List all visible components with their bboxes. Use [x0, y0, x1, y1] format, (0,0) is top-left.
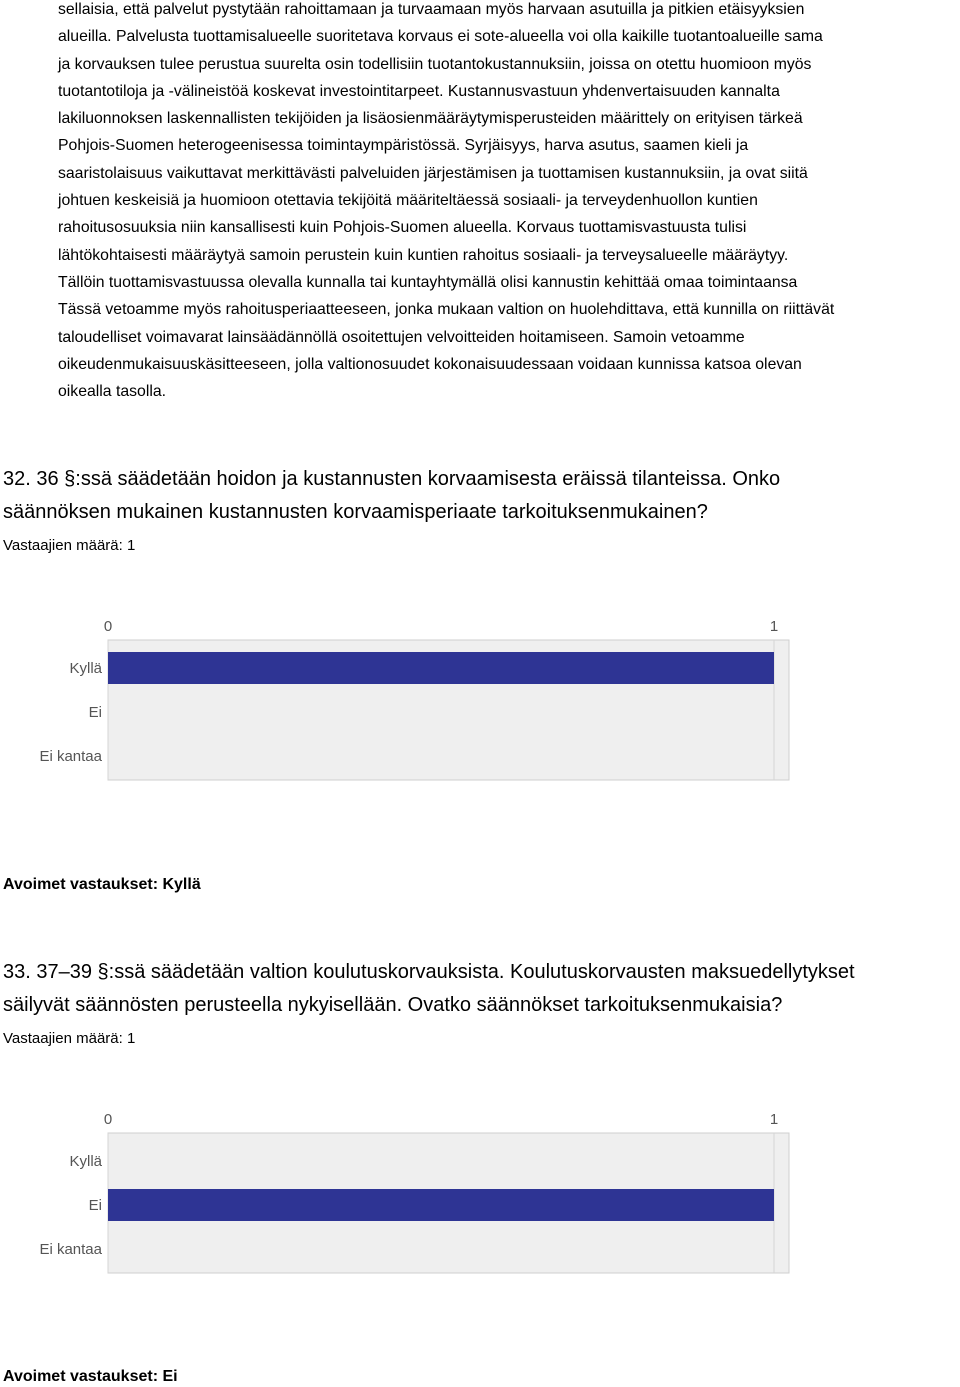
- open-answers-label: Avoimet vastaukset: Kyllä: [3, 876, 201, 893]
- paragraph-line: oikealla tasolla.: [58, 383, 167, 401]
- x-tick-label: 1: [769, 1111, 779, 1128]
- question-line: 32. 36 §:ssä säädetään hoidon ja kustannusten korvaamisesta eräissä tilanteissa. Onko: [3, 468, 781, 490]
- paragraph-line: sellaisia, että palvelut pystytään rahoittamaan ja turvaamaan myös harvaan asutuilla ja pitkien etäisyyksien: [58, 1, 805, 18]
- category-label: Kyllä: [69, 660, 102, 677]
- response-bar-chart: [0, 600, 960, 800]
- respondent-count: Vastaajien määrä: 1: [3, 1030, 136, 1047]
- question-32-heading: [3, 463, 953, 529]
- category-label: Ei: [88, 704, 102, 721]
- question-line: 33. 37–39 §:ssä säädetään valtion koulutuskorvauksista. Koulutuskorvausten maksuedellytykset: [3, 961, 855, 983]
- paragraph-line: lakiluonnoksen laskennallisten tekijöiden ja lisäosienmääräytymisperusteiden määrittely on erityisen tärkeä: [58, 110, 803, 128]
- paragraph-line: taloudelliset voimavarat lainsäädännöllä osoitettujen velvoitteiden hoitamiseen. Samoin vetoamme: [58, 328, 745, 346]
- paragraph-line: Tässä vetoamme myös rahoitusperiaatteeseen, jonka mukaan valtion on huolehdittava, että kunnilla on riittävät: [58, 301, 835, 319]
- x-tick-label: 0: [103, 618, 113, 635]
- paragraph-line: johtuen keskeisiä ja huomioon otettavia tekijöitä määriteltäessä sosiaali- ja terveydenhuollon kuntien: [58, 192, 758, 210]
- intro-paragraph: [58, 0, 958, 405]
- category-label: Ei kantaa: [39, 1241, 102, 1258]
- chart-svg: [0, 600, 960, 800]
- paragraph-line: tuotantotiloja ja -välineistöä koskevat investointitarpeet. Kustannusvastuun yhdenvertaisuuden kannalta: [58, 82, 780, 100]
- category-label: Kyllä: [69, 1153, 102, 1170]
- paragraph-line: Tällöin tuottamisvastuussa olevalla kunnalla tai kuntayhtymällä olisi kannustin kehittää omaa toimintaansa: [58, 273, 798, 291]
- open-answers-label: Avoimet vastaukset: Ei: [3, 1368, 178, 1385]
- category-label: Ei: [88, 1197, 102, 1214]
- category-label: Ei kantaa: [39, 748, 102, 765]
- response-bar-chart: [0, 1093, 960, 1293]
- bar: [108, 652, 774, 684]
- chart-svg: [0, 1093, 960, 1293]
- x-tick-label: 1: [769, 618, 779, 635]
- paragraph-line: lähtökohtaisesti määräytyä samoin perustein kuin kuntien rahoitus sosiaali- ja terveysalueelle määräytyy.: [58, 246, 789, 264]
- paragraph-line: Pohjois-Suomen heterogeenisessa toimintaympäristössä. Syrjäisyys, harva asutus, saamen kieli ja: [58, 137, 749, 155]
- paragraph-line: saaristolaisuus vaikuttavat merkittävästi palveluiden järjestämisen ja tuottamisen kustannuksiin, ja ovat siitä: [58, 164, 808, 182]
- paragraph-line: ja korvauksen tulee perustua suurelta osin todellisiin tuotantokustannuksiin, joissa on otettu huomioon myös: [58, 55, 812, 73]
- question-33-heading: [3, 956, 953, 1022]
- x-tick-label: 0: [103, 1111, 113, 1128]
- respondent-count: Vastaajien määrä: 1: [3, 537, 136, 554]
- question-line: säännöksen mukainen kustannusten korvaamisperiaate tarkoituksenmukainen?: [3, 501, 708, 523]
- paragraph-line: oikeudenmukaisuuskäsitteeseen, jolla valtionosuudet kokonaisuudessaan voidaan kunnissa katsoa olevan: [58, 355, 802, 373]
- paragraph-line: alueilla. Palvelusta tuottamisalueelle suoritetava korvaus ei sote-alueella voi olla kaikille tuotantoalueille sama: [58, 28, 823, 46]
- question-line: säilyvät säännösten perusteella nykyisellään. Ovatko säännökset tarkoituksenmukaisia?: [3, 994, 783, 1016]
- paragraph-line: rahoitusosuuksia niin kansallisesti kuin Pohjois-Suomen alueella. Korvaus tuottamisvastuusta tulisi: [58, 219, 747, 237]
- bar: [108, 1189, 774, 1221]
